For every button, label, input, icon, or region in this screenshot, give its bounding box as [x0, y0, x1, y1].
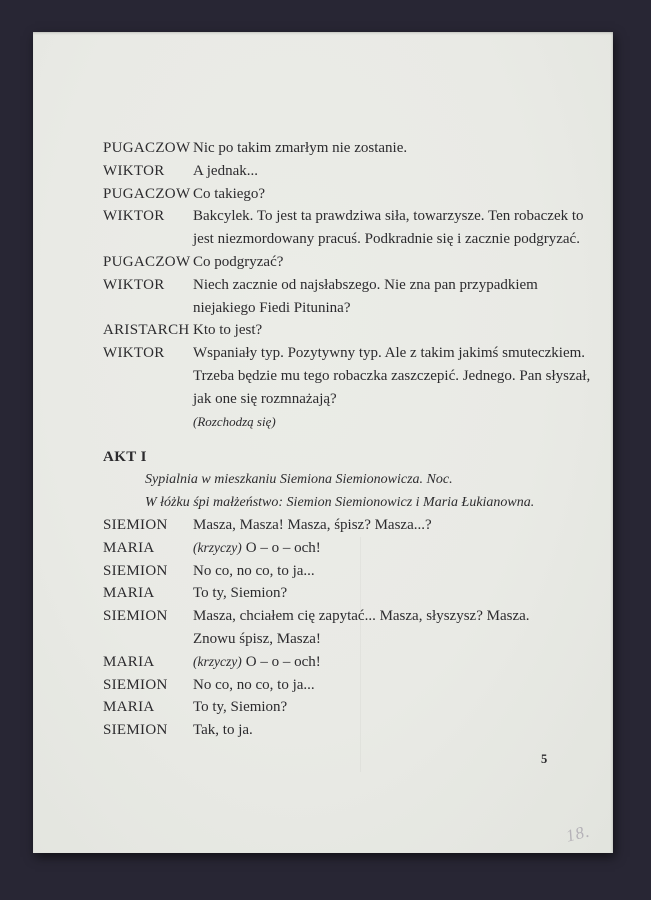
dialogue-line: Nic po takim zmarłym nie zostanie.	[193, 140, 408, 156]
dialogue-row	[103, 514, 583, 537]
speaker-name: PUGACZOW	[103, 185, 191, 202]
speech-lines	[193, 582, 583, 605]
dialogue-row	[103, 251, 583, 274]
speaker-name: SIEMION	[103, 676, 168, 693]
speaker-name: SIEMION	[103, 722, 168, 739]
dialogue-row	[103, 537, 583, 560]
dialogue-block-1	[103, 137, 591, 433]
speech-lines	[193, 319, 583, 342]
dialogue-row	[103, 582, 583, 605]
dialogue-row	[103, 137, 583, 160]
stage-direction-line: Sypialnia w mieszkaniu Siemiona Siemionowicza. Noc.	[145, 472, 453, 488]
dialogue-block-2	[103, 514, 583, 742]
dialogue-line: Kto to jest?	[193, 322, 263, 339]
speech-lines	[193, 137, 583, 160]
dialogue-row	[103, 674, 583, 697]
speaker-name: PUGACZOW	[103, 140, 191, 156]
dialogue-row	[103, 319, 583, 342]
speech-lines	[193, 651, 583, 674]
speaker-name: MARIA	[103, 699, 155, 716]
act-heading: AKT I	[103, 449, 147, 466]
dialogue-line: No co, no co, to ja...	[193, 562, 315, 579]
speech-lines	[193, 160, 583, 183]
speech-lines	[193, 205, 584, 251]
dialogue-line: A jednak...	[193, 162, 258, 179]
speaker-name: MARIA	[103, 539, 155, 556]
speaker-name: SIEMION	[103, 608, 168, 625]
speech-lines	[193, 251, 583, 274]
speech-lines	[193, 560, 583, 583]
speech-lines	[193, 719, 583, 742]
dialogue-line: Tak, to ja.	[193, 722, 253, 739]
speaker-name: SIEMION	[103, 562, 168, 579]
dialogue-line: jest niezmordowany pracuś. Podkradnie się i zacznie podgryzać.	[193, 231, 580, 248]
dialogue-row	[103, 160, 583, 183]
dialogue-line: Masza, Masza! Masza, śpisz? Masza...?	[193, 516, 432, 533]
speech-lines	[193, 674, 583, 697]
dialogue-line: Co takiego?	[193, 185, 266, 202]
dialogue-row	[103, 719, 583, 742]
dialogue-row	[103, 696, 583, 719]
page-number: 5	[541, 752, 548, 766]
speech-lines	[193, 537, 583, 560]
handwritten-page-note: 18.	[563, 821, 593, 846]
speech-lines	[193, 274, 583, 320]
speech-lines	[193, 514, 583, 537]
speech-lines	[193, 605, 583, 651]
dialogue-row	[103, 183, 583, 206]
stage-direction-line: W łóżku śpi małżeństwo: Siemion Siemionowicz i Maria Łukianowna.	[145, 494, 535, 510]
dialogue-row	[103, 205, 583, 251]
dialogue-line: To ty, Siemion?	[193, 699, 288, 716]
inline-stage-direction: (krzyczy)	[193, 539, 242, 555]
speaker-name: ARISTARCH	[103, 322, 190, 339]
stage-note: (Rozchodzą się)	[193, 413, 276, 429]
speaker-name: WIKTOR	[103, 208, 165, 225]
dialogue-line: (krzyczy) O – o – och!	[193, 653, 321, 670]
dialogue-row	[103, 651, 583, 674]
dialogue-line: Niech zacznie od najsłabszego. Nie zna pan przypadkiem	[193, 276, 538, 293]
speaker-name: WIKTOR	[103, 162, 165, 179]
dialogue-line: (krzyczy) O – o – och!	[193, 539, 321, 556]
speaker-name: PUGACZOW	[103, 253, 191, 270]
dialogue-line: Trzeba będzie mu tego robaczka zaszczepić. Jednego. Pan słyszał,	[193, 367, 591, 384]
dialogue-line: niejakiego Fiedi Pitunina?	[193, 299, 351, 316]
stage-directions	[145, 469, 583, 514]
speaker-name: MARIA	[103, 653, 155, 670]
speech-lines	[193, 696, 583, 719]
speaker-name: SIEMION	[103, 516, 168, 533]
script-page	[33, 32, 613, 853]
dialogue-row	[103, 605, 583, 651]
speaker-name: WIKTOR	[103, 345, 165, 362]
speaker-name: WIKTOR	[103, 276, 165, 293]
dialogue-line: Masza, chciałem cię zapytać... Masza, słyszysz? Masza.	[193, 608, 530, 625]
dialogue-line: Wspaniały typ. Pozytywny typ. Ale z takim jakimś smuteczkiem.	[193, 345, 586, 362]
dialogue-row	[103, 342, 591, 433]
dialogue-line: To ty, Siemion?	[193, 585, 288, 602]
dialogue-line: Bakcylek. To jest ta prawdziwa siła, towarzysze. Ten robaczek to	[193, 208, 584, 225]
speaker-name: MARIA	[103, 585, 155, 602]
dialogue-line: Co podgryzać?	[193, 253, 284, 270]
dialogue-row	[103, 560, 583, 583]
dialogue-row	[103, 274, 583, 320]
speech-lines	[193, 342, 590, 433]
dialogue-line: Znowu śpisz, Masza!	[193, 630, 321, 647]
inline-stage-direction: (krzyczy)	[193, 653, 242, 669]
script-text	[103, 137, 591, 742]
dialogue-line: jak one się rozmnażają?	[193, 390, 337, 407]
speech-lines	[193, 183, 583, 206]
dialogue-line: No co, no co, to ja...	[193, 676, 315, 693]
